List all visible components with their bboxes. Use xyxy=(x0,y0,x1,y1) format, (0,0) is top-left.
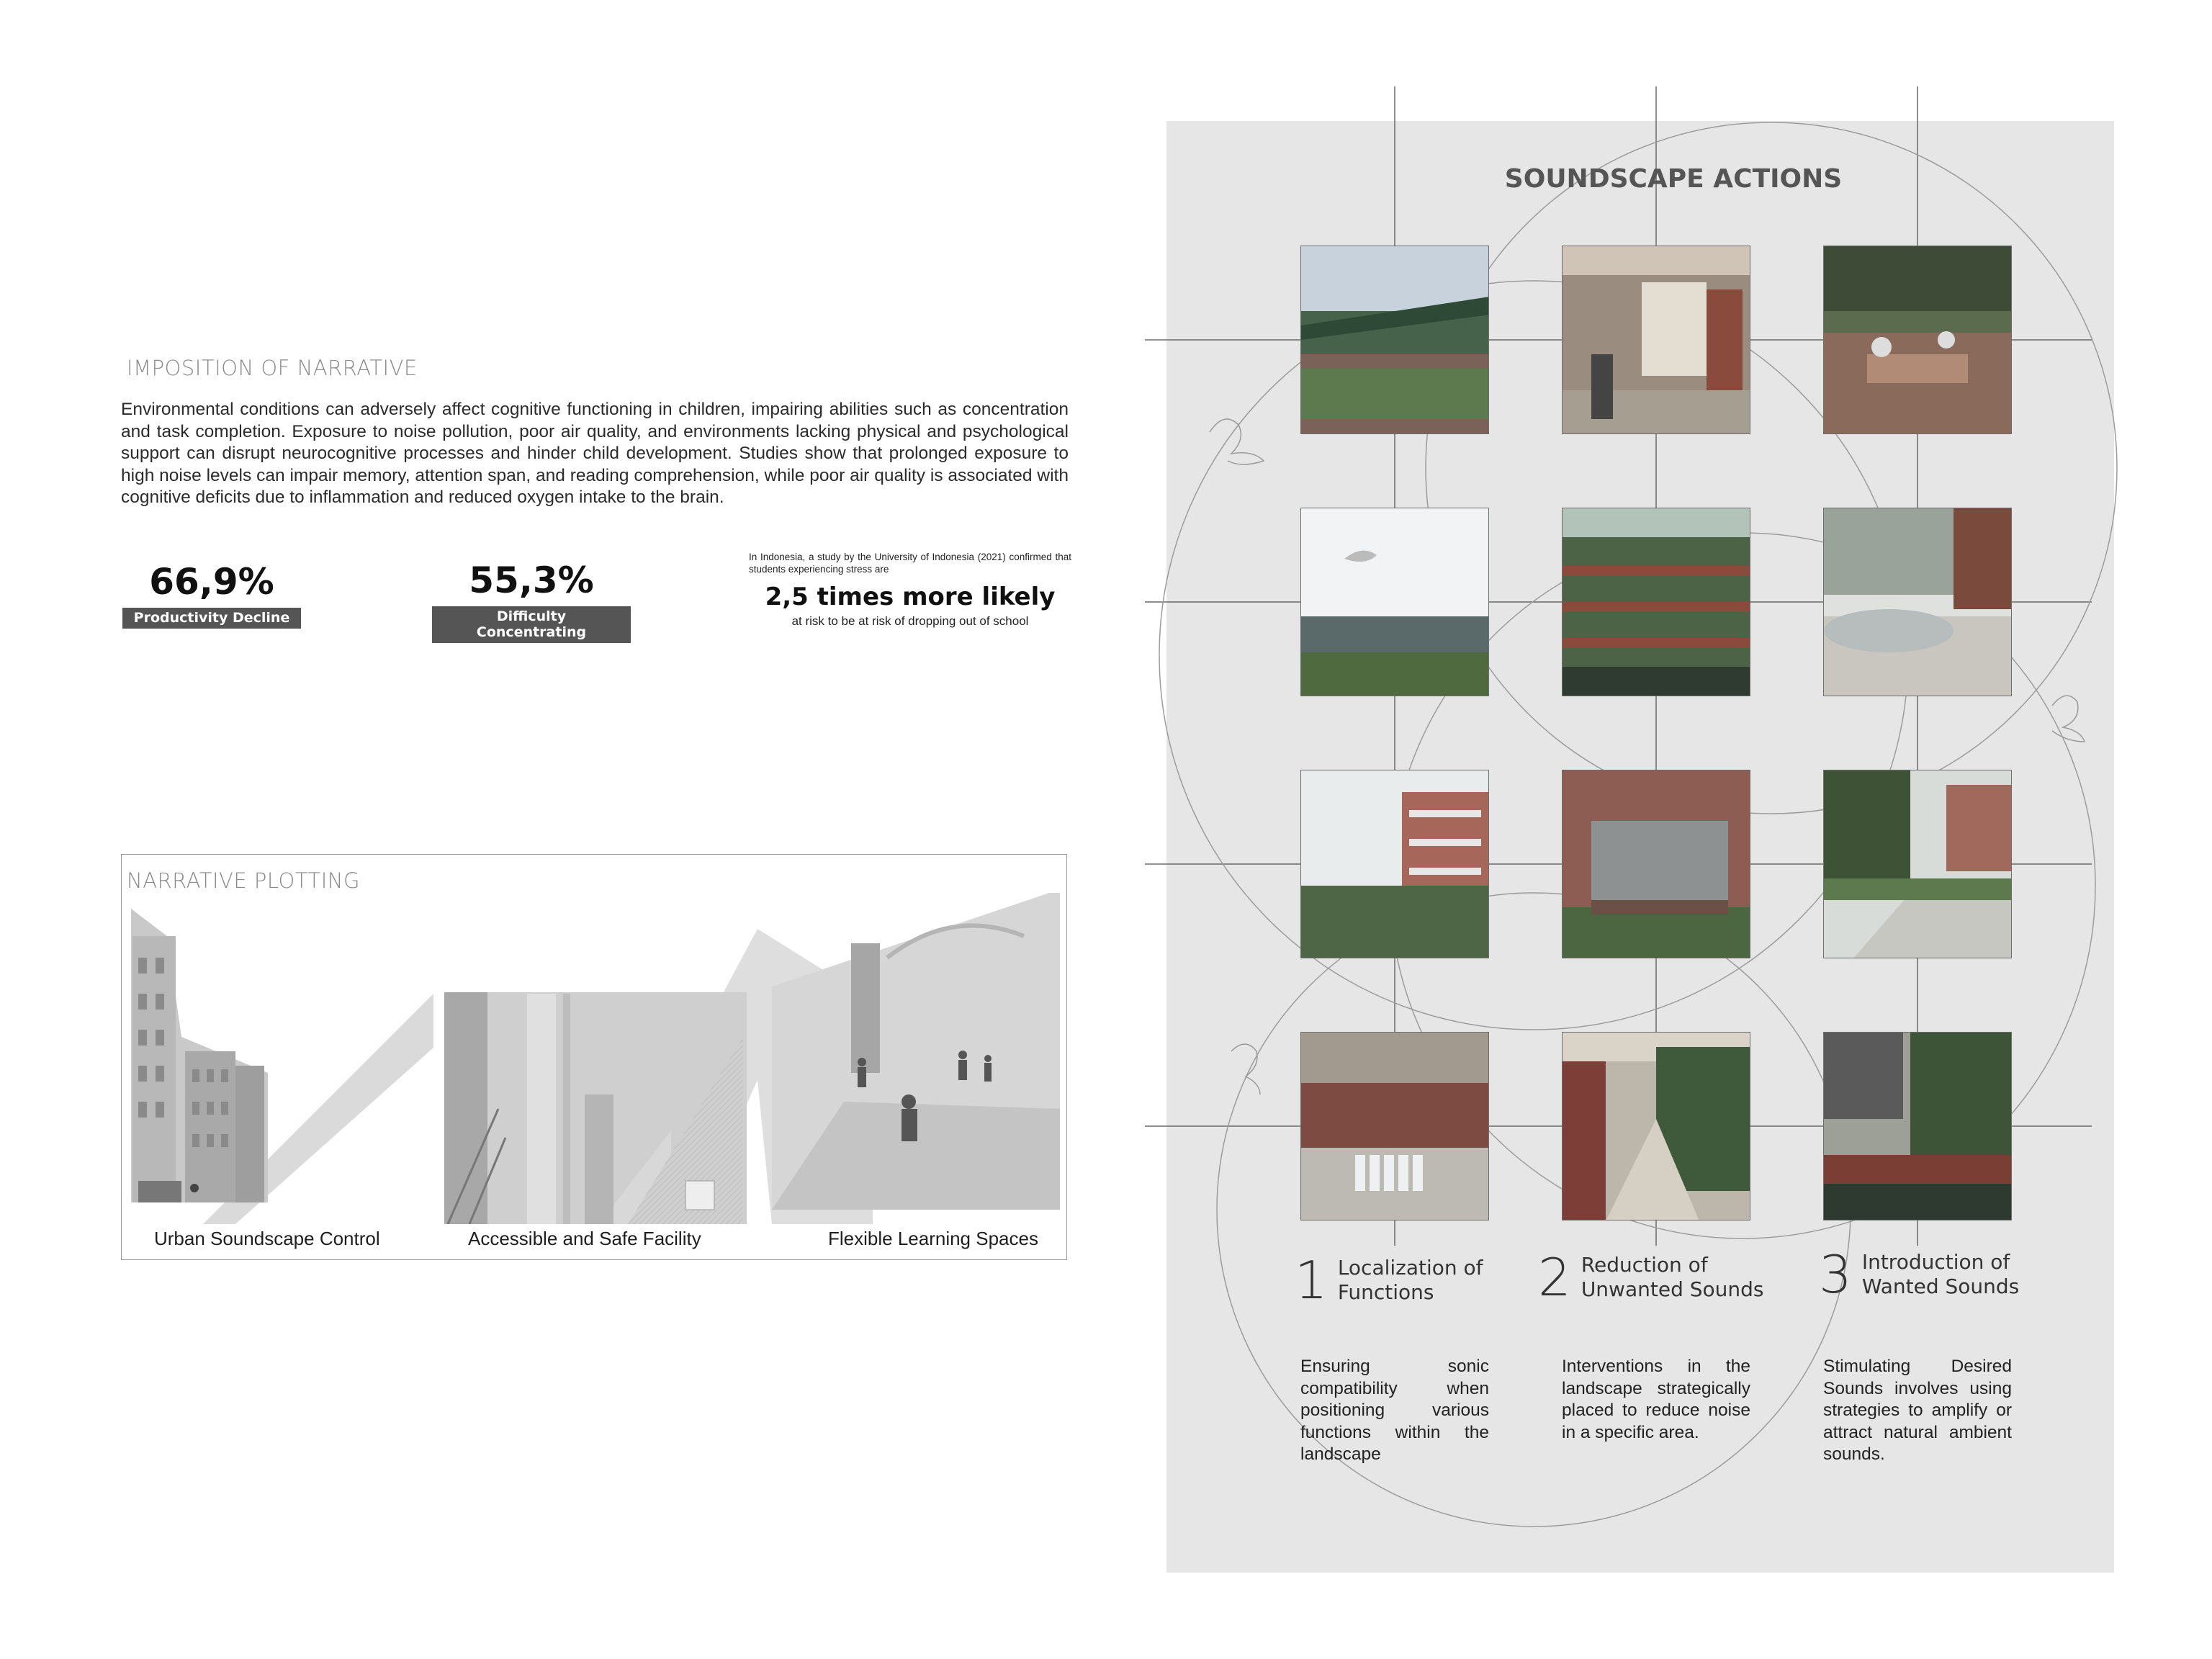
stat-value: 55,3% xyxy=(469,559,594,601)
photo-building-garden xyxy=(1300,770,1489,958)
study-intro: In Indonesia, a study by the University of Indonesia (2021) confirmed that students experiencing stress are xyxy=(749,552,1071,575)
stat-value: 66,9% xyxy=(149,561,274,603)
bird-sketch xyxy=(1210,419,1264,464)
photo-rooftop-bird xyxy=(1300,508,1489,696)
sound-circle xyxy=(1426,122,2117,814)
stat-label: Productivity Decline xyxy=(122,608,302,629)
photo-water-plaza xyxy=(1823,508,2012,696)
bird-sketch xyxy=(2052,696,2085,742)
photo-green-roof xyxy=(1300,246,1489,434)
action-2-heading xyxy=(1538,1247,1764,1308)
action-title: Reduction of Unwanted Sounds xyxy=(1581,1253,1764,1301)
imposition-paragraph: Environmental conditions can adversely affect cognitive functioning in children, impairing abilities such as concentration and task completion. Exposure to noise pollution, poor air quality, and environments lacking physical and psychological support can disrupt neurocognitive processes and hinder child development. Studies show that prolonged exposure to high noise levels can impair memory, attention span, and reading comprehension, while poor air quality is associated with cognitive deficits due to inflammation and reduced oxygen intake to the brain. xyxy=(121,400,1069,507)
caption-facility: Accessible and Safe Facility xyxy=(468,1228,701,1249)
action-1-description: Ensuring sonic compatibility when positioning various functions within the landscape xyxy=(1300,1357,1489,1464)
action-title: Localization of Functions xyxy=(1337,1256,1483,1304)
photo-courtyard-seating xyxy=(1823,246,2012,434)
photo-assembly-hall xyxy=(1300,1032,1489,1220)
caption-urban: Urban Soundscape Control xyxy=(154,1228,380,1249)
action-number: 3 xyxy=(1819,1244,1852,1305)
stat-label: Difficulty Concentrating xyxy=(432,606,631,643)
photo-bridge-trees xyxy=(1823,1032,2012,1220)
photo-water-wall xyxy=(1562,770,1750,958)
study-note: at risk to be at risk of dropping out of school xyxy=(791,614,1029,628)
action-3-description: Stimulating Desired Sounds involves using strategies to amplify or attract natural ambient sounds. xyxy=(1823,1357,2012,1464)
action-3-heading xyxy=(1819,1244,2020,1305)
action-2-description: Interventions in the landscape strategically placed to reduce noise in a specific area. xyxy=(1562,1357,1750,1442)
action-number: 1 xyxy=(1295,1250,1328,1310)
sound-circle xyxy=(1159,281,1908,1030)
plotting-title: NARRATIVE PLOTTING xyxy=(127,868,360,893)
action-title: Introduction of Wanted Sounds xyxy=(1861,1250,2020,1298)
photo-tree-corridor xyxy=(1562,1032,1750,1220)
soundscape-title: SOUNDSCAPE ACTIONS xyxy=(1504,164,1843,194)
action-1-heading xyxy=(1295,1250,1483,1310)
photo-garden-path xyxy=(1823,770,2012,958)
bird-sketch xyxy=(1231,1044,1260,1094)
photo-green-facade xyxy=(1562,508,1750,696)
action-number: 2 xyxy=(1538,1247,1571,1308)
caption-learning: Flexible Learning Spaces xyxy=(828,1228,1038,1249)
study-highlight: 2,5 times more likely xyxy=(765,583,1056,611)
photo-covered-walkway xyxy=(1562,246,1750,434)
imposition-title: IMPOSITION OF NARRATIVE xyxy=(127,356,418,380)
